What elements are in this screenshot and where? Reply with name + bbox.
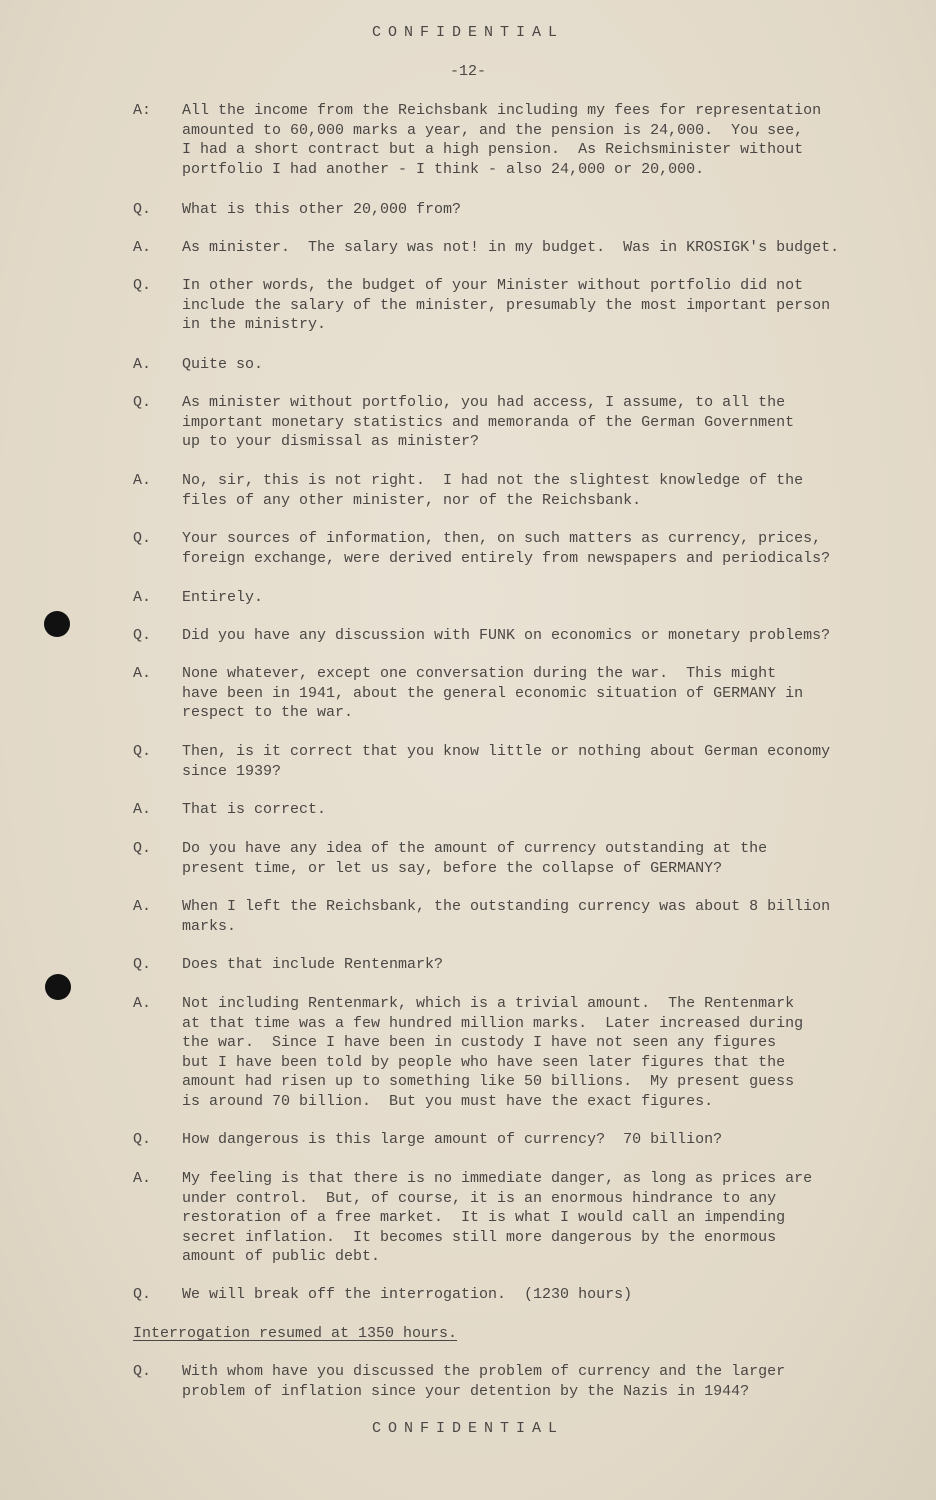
- entry-text: All the income from the Reichsbank including my fees for representation amounted to 60,000 marks a year, and the pension is 24,000. You see, I had a short contract but a high pension. As Reichsminister without portfolio I had another - I think - also 24,000 or 20,000.: [182, 102, 822, 178]
- entry-7: [133, 471, 893, 510]
- entry-17: [133, 994, 893, 1111]
- entry-16: [133, 955, 893, 975]
- entry-text: What is this other 20,000 from?: [182, 201, 462, 218]
- entry-text: Entirely.: [182, 589, 264, 606]
- confidential-footer: CONFIDENTIAL: [371, 1420, 565, 1437]
- speaker-label: A.: [133, 995, 152, 1012]
- punch-hole-lower: [45, 974, 71, 1000]
- speaker-label: Q.: [133, 840, 152, 857]
- entry-4: [133, 276, 893, 335]
- speaker-label: A.: [133, 239, 152, 256]
- entry-text: None whatever, except one conversation during the war. This might have been in 1941, about the general economic situation of GERMANY in respect to the war.: [182, 665, 804, 721]
- entry-text: That is correct.: [182, 801, 327, 818]
- entry-19: [133, 1169, 893, 1267]
- speaker-label: A.: [133, 356, 152, 373]
- entry-text: Your sources of information, then, on such matters as currency, prices, foreign exchange, were derived entirely from newspapers and periodicals?: [182, 530, 831, 567]
- entry-15: [133, 897, 893, 936]
- speaker-label: Q.: [133, 956, 152, 973]
- entry-text: As minister without portfolio, you had access, I assume, to all the important monetary statistics and memoranda of the German Government up to your dismissal as minister?: [182, 394, 795, 450]
- speaker-label: A.: [133, 589, 152, 606]
- speaker-label: Q.: [133, 201, 152, 218]
- entry-8: [133, 529, 893, 568]
- speaker-label: Q.: [133, 1286, 152, 1303]
- entry-text: We will break off the interrogation. (1230 hours): [182, 1286, 633, 1303]
- speaker-label: Q.: [133, 277, 152, 294]
- page-number: -12-: [449, 63, 486, 80]
- entry-3: [133, 238, 893, 258]
- entry-10: [133, 626, 893, 646]
- speaker-label: A.: [133, 1170, 152, 1187]
- entry-text: When I left the Reichsbank, the outstanding currency was about 8 billion marks.: [182, 898, 831, 935]
- entry-text: Not including Rentenmark, which is a trivial amount. The Rentenmark at that time was a few hundred million marks. Later increased during the war. Since I have been in custody I have not seen any figures but I have been told by people who have seen later figures that the amount had risen up to something like 50 billions. My present guess is around 70 billion. But you must have the exact figures.: [182, 995, 804, 1110]
- speaker-label: Q.: [133, 627, 152, 644]
- entry-2: [133, 200, 893, 220]
- speaker-label: Q.: [133, 1131, 152, 1148]
- entry-12: [133, 742, 893, 781]
- speaker-label: A.: [133, 472, 152, 489]
- entry-text: Did you have any discussion with FUNK on economics or monetary problems?: [182, 627, 831, 644]
- entry-1: [133, 101, 893, 179]
- entry-18: [133, 1130, 893, 1150]
- entry-text: My feeling is that there is no immediate danger, as long as prices are under control. But, of course, it is an enormous hindrance to any restoration of a free market. It is what I would call an impending secret inflation. It becomes still more dangerous by the enormous amount of public debt.: [182, 1170, 813, 1265]
- entry-5: [133, 355, 893, 375]
- entry-13: [133, 800, 893, 820]
- entry-text: No, sir, this is not right. I had not the slightest knowledge of the files of any other minister, nor of the Reichsbank.: [182, 472, 804, 509]
- speaker-label: A.: [133, 898, 152, 915]
- entry-text: Quite so.: [182, 356, 264, 373]
- entry-text: Do you have any idea of the amount of currency outstanding at the present time, or let us say, before the collapse of GERMANY?: [182, 840, 768, 877]
- speaker-label: A.: [133, 801, 152, 818]
- entry-6: [133, 393, 893, 452]
- speaker-label: Q.: [133, 530, 152, 547]
- punch-hole-upper: [44, 611, 70, 637]
- entry-20: [133, 1285, 893, 1305]
- confidential-header: CONFIDENTIAL: [371, 24, 565, 41]
- entry-text: How dangerous is this large amount of currency? 70 billion?: [182, 1131, 723, 1148]
- resumed-heading: Interrogation resumed at 1350 hours.: [133, 1325, 458, 1342]
- entry-text: Does that include Rentenmark?: [182, 956, 444, 973]
- speaker-label: Q.: [133, 743, 152, 760]
- speaker-label: A:: [133, 102, 152, 119]
- speaker-label: A.: [133, 665, 152, 682]
- entry-9: [133, 588, 893, 608]
- entry-text: In other words, the budget of your Minister without portfolio did not include the salary of the minister, presumably the most important person in the ministry.: [182, 277, 831, 333]
- entry-14: [133, 839, 893, 878]
- speaker-label: Q.: [133, 394, 152, 411]
- entry-text: Then, is it correct that you know little or nothing about German economy since 1939?: [182, 743, 831, 780]
- entry-text: As minister. The salary was not! in my budget. Was in KROSIGK's budget.: [182, 239, 840, 256]
- entry-text: With whom have you discussed the problem of currency and the larger problem of inflation since your detention by the Nazis in 1944?: [182, 1363, 786, 1400]
- speaker-label: Q.: [133, 1363, 152, 1380]
- entry-11: [133, 664, 893, 723]
- entry-final: [133, 1362, 893, 1401]
